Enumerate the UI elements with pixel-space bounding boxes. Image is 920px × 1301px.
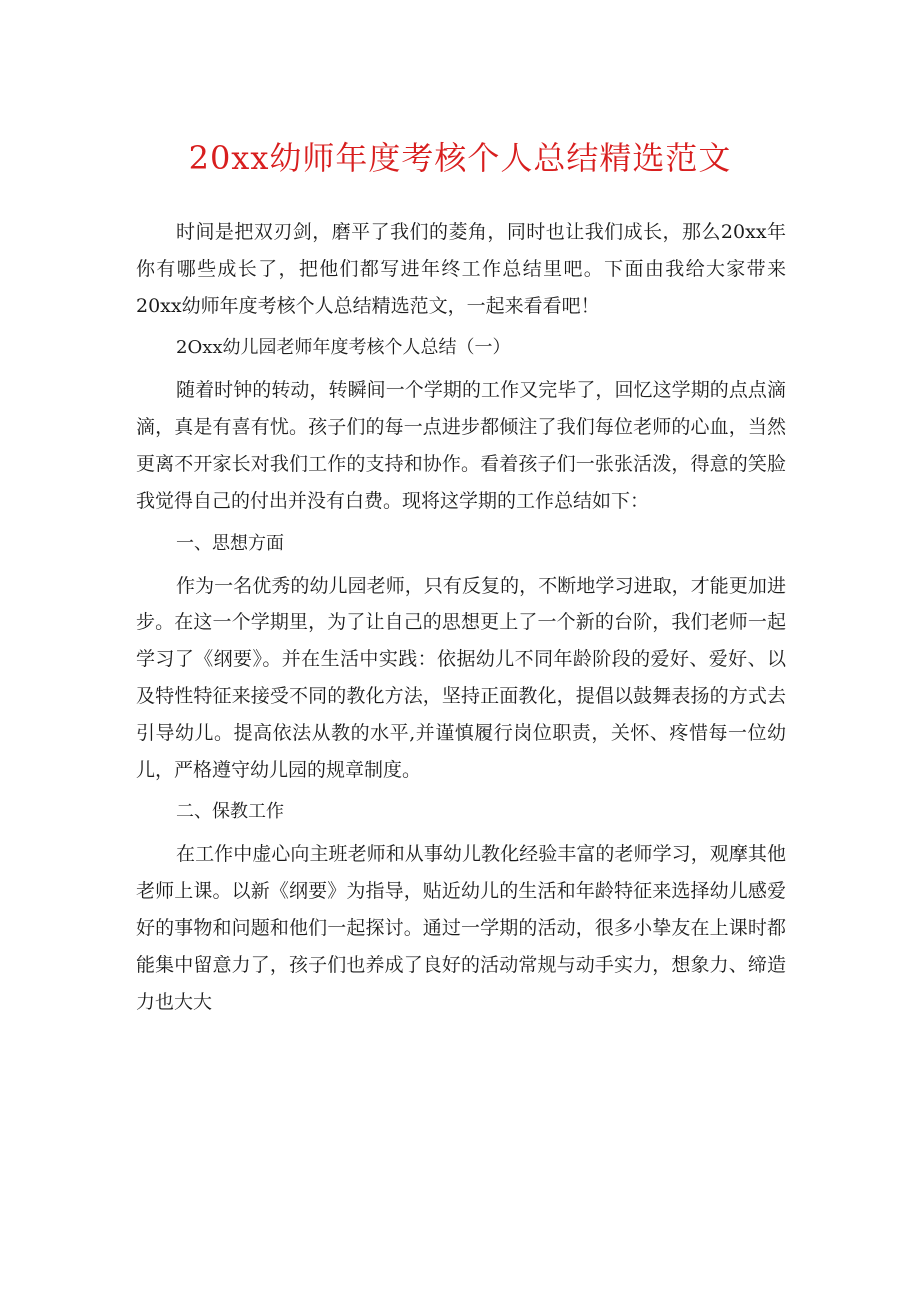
body-paragraph: 随着时钟的转动，转瞬间一个学期的工作又完毕了，回忆这学期的点点滴滴，真是有喜有忧。孩子们的每一点进步都倾注了我们每位老师的心血，当然更离不开家长对我们工作的支持和协作。看着孩子们一张张活泼，得意的笑脸我觉得自己的付出并没有白费。现将这学期的工作总结如下： [136,379,786,512]
section-heading-teaching: 二、保教工作 [176,801,284,823]
section-heading-thought: 一、思想方面 [176,532,284,554]
section-title: 2Oxx幼儿园老师年度考核个人总结（一） [176,337,511,359]
document-title: 20xx幼师年度考核个人总结精选范文 [188,139,732,177]
document-body [136,214,786,1024]
intro-paragraph: 时间是把双刃剑，磨平了我们的菱角，同时也让我们成长，那么20xx年你有哪些成长了，把他们都写进年终工作总结里吧。下面由我给大家带来20xx幼师年度考核个人总结精选范文，一起来看看吧！ [136,221,786,317]
body-paragraph: 在工作中虚心向主班老师和从事幼儿教化经验丰富的老师学习，观摩其他老师上课。以新《纲要》为指导，贴近幼儿的生活和年龄特征来选择幼儿感爱好的事物和问题和他们一起探讨。通过一学期的活动，很多小挚友在上课时都能集中留意力了，孩子们也养成了良好的活动常规与动手实力，想象力、缔造力也大大 [136,843,786,1013]
body-paragraph: 作为一名优秀的幼儿园老师，只有反复的，不断地学习进取，才能更加进步。在这一个学期里，为了让自己的思想更上了一个新的台阶，我们老师一起学习了《纲要》。并在生活中实践：依据幼儿不同年龄阶段的爱好、爱好、以及特性特征来接受不同的教化方法，坚持正面教化，提倡以鼓舞表扬的方式去引导幼儿。提高依法从教的水平,并谨慎履行岗位职责，关怀、疼惜每一位幼儿，严格遵守幼儿园的规章制度。 [136,574,786,781]
